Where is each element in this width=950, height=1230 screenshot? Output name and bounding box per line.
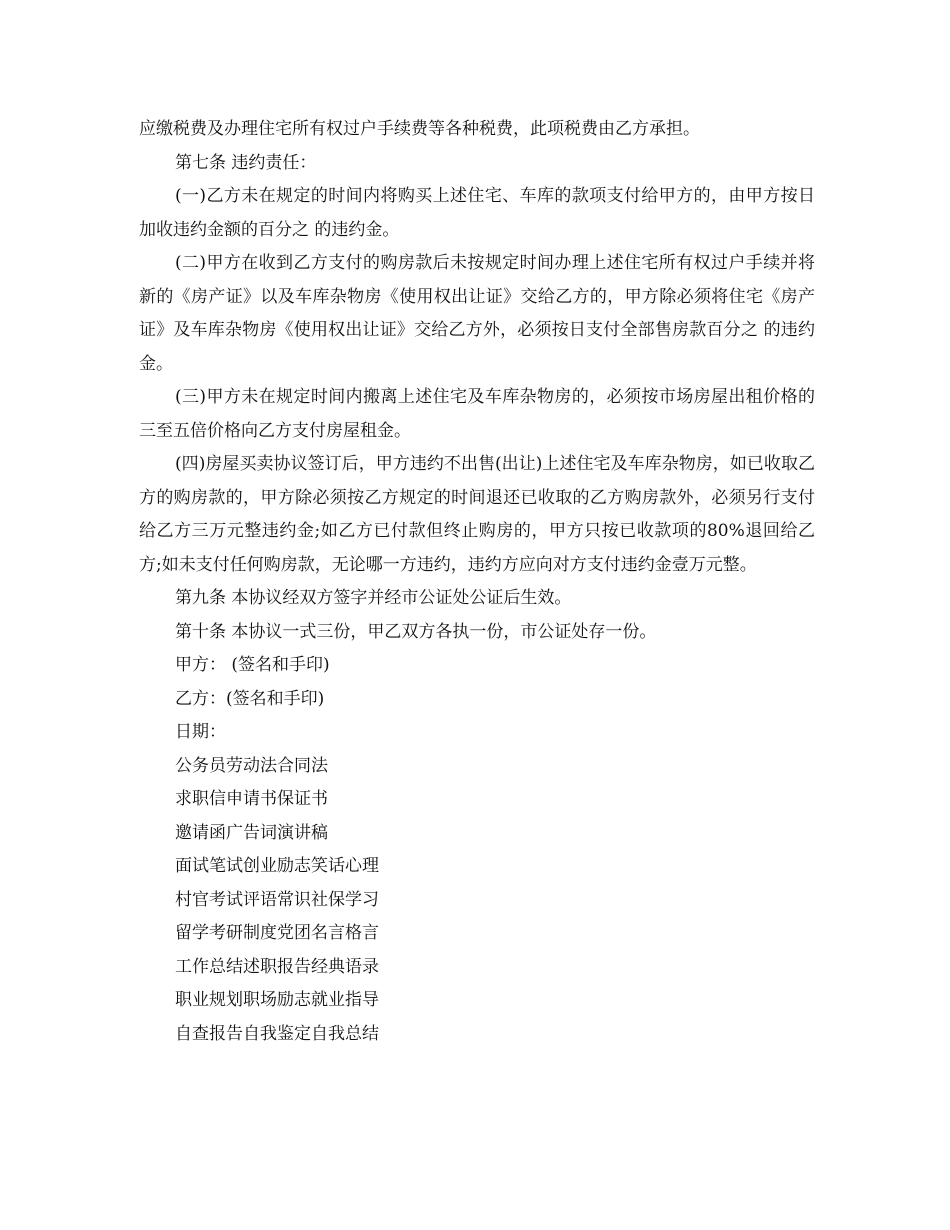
footer-link-line: 村官考试评语常识社保学习 xyxy=(175,889,379,910)
clause-7-3: (三)甲方未在规定时间内搬离上述住宅及车库杂物房的，必须按市场房屋出租价格的三至五倍价格向乙方支付房屋租金。 xyxy=(139,387,815,441)
article-7-heading: 第七条 违约责任： xyxy=(175,152,317,173)
footer-link-line: 邀请函广告词演讲稿 xyxy=(175,822,328,843)
footer-link-line: 留学考研制度党团名言格言 xyxy=(175,923,379,943)
article-10: 第十条 本协议一式三份，甲乙双方各执一份，市公证处存一份。 xyxy=(175,621,657,642)
paragraph-tax-continuation: 应缴税费及办理住宅所有权过户手续费等各种税费，此项税费由乙方承担。 xyxy=(139,119,700,139)
footer-link-line: 工作总结述职报告经典语录 xyxy=(175,956,379,977)
party-b-signature-line: 乙方：(签名和手印) xyxy=(175,688,325,709)
date-line: 日期： xyxy=(175,722,226,742)
clause-7-4: (四)房屋买卖协议签订后，甲方违约不出售(出让)上述住宅及车库杂物房，如已收取乙方的购房款的，甲方除必须按乙方规定的时间退还已收取的乙方购房款外，必须另行支付给乙方三万元整违约金;如乙方已付款但终止购房的，甲方只按已收款项的80%退回给乙方;如未支付任何购房款，无论哪一方违约，违约方应向对方支付违约金壹万元整。 xyxy=(139,454,815,575)
footer-link-line: 自查报告自我鉴定自我总结 xyxy=(175,1023,379,1044)
clause-7-1: (一)乙方未在规定的时间内将购买上述住宅、车库的款项支付给甲方的，由甲方按日加收违约金额的百分之 的违约金。 xyxy=(139,186,815,240)
party-a-signature-line: 甲方： (签名和手印) xyxy=(175,655,330,675)
footer-link-line: 面试笔试创业励志笑话心理 xyxy=(175,856,379,876)
footer-link-line: 求职信申请书保证书 xyxy=(175,789,328,809)
document-body xyxy=(139,113,815,1051)
footer-link-line: 公务员劳动法合同法 xyxy=(175,755,328,776)
clause-7-2: (二)甲方在收到乙方支付的购房款后未按规定时间办理上述住宅所有权过户手续并将新的《房产证》以及车库杂物房《使用权出让证》交给乙方的，甲方除必须将住宅《房产证》及车库杂物房《使用权出让证》交给乙方外，必须按日支付全部售房款百分之 的违约金。 xyxy=(139,253,815,374)
article-9: 第九条 本协议经双方签字并经市公证处公证后生效。 xyxy=(175,588,572,608)
footer-link-line: 职业规划职场励志就业指导 xyxy=(175,990,379,1010)
